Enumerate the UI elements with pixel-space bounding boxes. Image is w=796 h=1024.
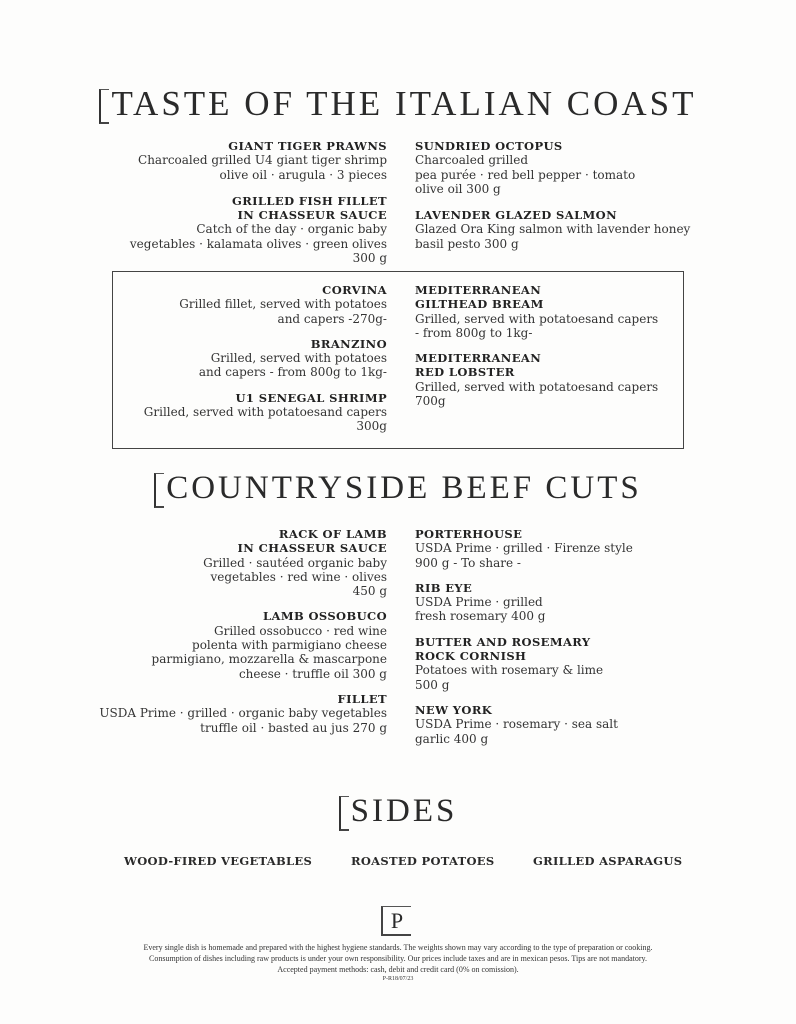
item-desc: Catch of the day · organic baby vegetables · kalamata olives · green olives 300 g — [129, 222, 387, 266]
side-item: GRILLED ASPARAGUS — [533, 854, 683, 868]
side-item: WOOD-FIRED VEGETABLES — [124, 854, 313, 868]
item-title: MEDITERRANEAN RED LOBSTER — [415, 351, 542, 380]
item-desc: USDA Prime · grilled · organic baby vegetables truffle oil · basted au jus 270 g — [99, 706, 387, 735]
item-desc: Charcoaled grilled pea purée · red bell pepper · tomato olive oil 300 g — [415, 153, 636, 196]
footer-line: Consumption of dishes including raw products is under your own responsibility. Our prices include taxes and are in mexican pesos. Tips are not mandatory. — [149, 954, 647, 963]
item-title: PORTERHOUSE — [415, 527, 523, 541]
item-title: MEDITERRANEAN GILTHEAD BREAM — [415, 283, 544, 312]
item-title: U1 SENEGAL SHRIMP — [235, 390, 387, 405]
menu-item — [415, 703, 633, 746]
heading-bracket-icon — [339, 796, 349, 831]
menu-item — [130, 139, 387, 182]
item-title: RACK OF LAMB IN CHASSEUR SAUCE — [237, 527, 387, 556]
footer-disclaimer — [0, 942, 796, 984]
menu-item — [144, 283, 387, 326]
item-title: LAVENDER GLAZED SALMON — [415, 208, 618, 223]
coast-title-text: TASTE OF THE ITALIAN COAST — [111, 84, 697, 123]
item-desc: USDA Prime · grilled · Firenze style 900 g - To share - — [415, 541, 633, 570]
beef-left-column — [99, 527, 387, 747]
item-desc: Grilled ossobucco · red wine polenta with parmigiano cheese parmigiano, mozzarella & mascarpone cheese · truffle oil 300 g — [151, 623, 387, 681]
item-desc: Glazed Ora King salmon with lavender honey basil pesto 300 g — [415, 222, 691, 251]
menu-item — [99, 692, 387, 735]
restaurant-logo: P — [381, 906, 411, 936]
menu-item — [144, 337, 387, 380]
menu-item — [130, 194, 387, 265]
menu-item — [415, 581, 633, 624]
item-title: BUTTER AND ROSEMARY ROCK CORNISH — [415, 634, 591, 664]
side-item: ROASTED POTATOES — [351, 854, 495, 868]
coast-right-column — [415, 139, 690, 263]
beef-right-column — [415, 527, 633, 758]
item-title: CORVINA — [322, 283, 387, 297]
item-desc: Potatoes with rosemary & lime 500 g — [415, 663, 604, 692]
sides-title-text: SIDES — [350, 793, 458, 829]
menu-item — [415, 351, 658, 408]
item-title: FILLET — [337, 691, 387, 706]
menu-item — [99, 527, 387, 598]
framed-left-column — [144, 283, 387, 446]
sides-section-title — [0, 793, 796, 831]
item-desc: Grilled, served with potatoesand capers 700g — [415, 379, 659, 409]
menu-item — [415, 139, 690, 196]
menu-item — [415, 208, 690, 251]
coast-left-column — [130, 139, 387, 277]
menu-item — [415, 283, 658, 340]
item-desc: USDA Prime · grilled fresh rosemary 400 g — [415, 595, 546, 624]
heading-bracket-icon — [99, 89, 109, 124]
menu-item — [144, 391, 387, 434]
menu-item — [99, 609, 387, 680]
item-desc: Grilled, served with potatoes and capers - from 800g to 1kg- — [198, 351, 387, 380]
menu-item — [415, 635, 633, 692]
item-title: LAMB OSSOBUCO — [263, 609, 387, 624]
item-desc: Grilled, served with potatoesand capers 300g — [143, 405, 387, 434]
item-desc: Grilled, served with potatoesand capers - from 800g to 1kg- — [415, 311, 659, 340]
footer-line: Accepted payment methods: cash, debit and credit card (0% on comission). — [277, 965, 519, 974]
beef-section-title — [0, 470, 796, 508]
item-title: RIB EYE — [415, 580, 473, 595]
beef-title-text: COUNTRYSIDE BEEF CUTS — [166, 470, 642, 506]
framed-right-column — [415, 283, 658, 420]
item-desc: Grilled · sautéed organic baby vegetables · red wine · olives 450 g — [203, 555, 387, 599]
footer-code: P-R18/07/23 — [382, 976, 414, 982]
item-title: NEW YORK — [415, 702, 493, 717]
coast-section-title — [0, 84, 796, 124]
item-title: GIANT TIGER PRAWNS — [228, 139, 387, 153]
item-desc: USDA Prime · rosemary · sea salt garlic 400 g — [415, 717, 618, 746]
item-desc: Grilled fillet, served with potatoes and capers -270g- — [179, 297, 387, 326]
menu-item — [415, 527, 633, 570]
item-title: BRANZINO — [310, 336, 387, 351]
footer-line: Every single dish is homemade and prepared with the highest hygiene standards. The weights shown may vary according to the type of preparation or cooking. — [143, 943, 653, 952]
item-desc: Charcoaled grilled U4 giant tiger shrimp olive oil · arugula · 3 pieces — [138, 153, 387, 182]
item-title: SUNDRIED OCTOPUS — [415, 139, 563, 153]
item-title: GRILLED FISH FILLET IN CHASSEUR SAUCE — [231, 193, 387, 223]
heading-bracket-icon — [154, 473, 164, 508]
